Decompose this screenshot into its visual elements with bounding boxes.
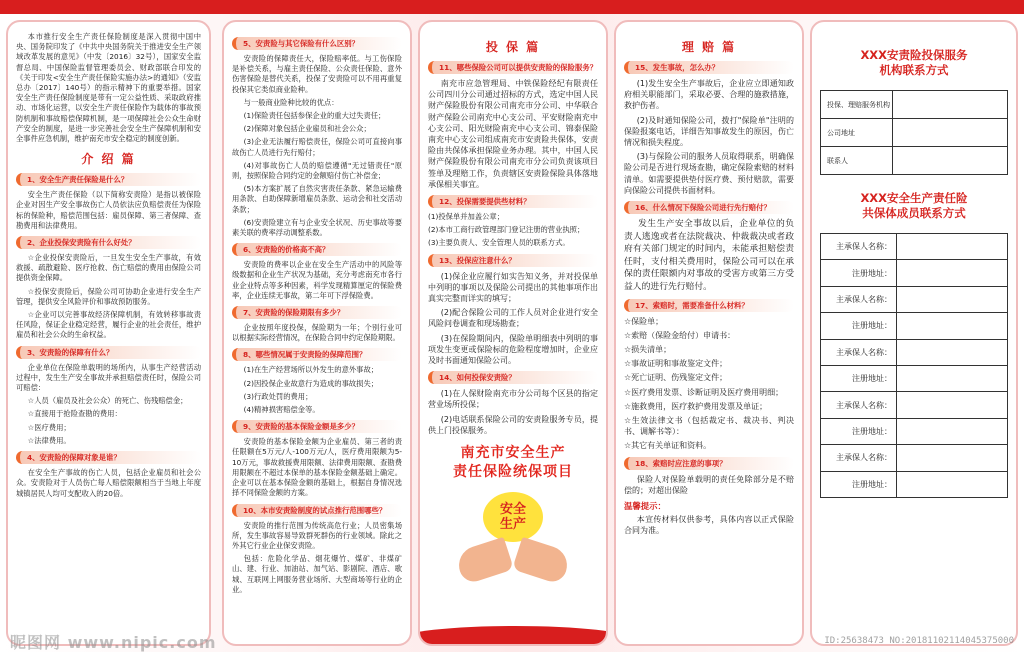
table-cell[interactable] xyxy=(893,147,1008,175)
answer-text: (1)在人保财险南充市分公司每个区县的指定营业场所投保； xyxy=(428,389,598,410)
table-row xyxy=(821,339,1008,365)
table-label: 注册地址： xyxy=(821,260,897,286)
answer-text: (1)投保单并加盖公章； xyxy=(428,212,505,222)
list-item: ☆其它有关单证和资料。 xyxy=(624,441,712,451)
answer-text: (3)主要负责人、安全管理人员的联系方式。 xyxy=(428,238,570,248)
table-row xyxy=(821,418,1008,444)
question-heading: 11、哪些保险公司可以提供安责险的保险服务？ xyxy=(428,61,598,74)
answer-text: (3)在保险期间内，保险单明细表中列明的事项发生变更或保险标的危险程度增加时，企业应及时书面通知保险公司。 xyxy=(428,333,598,366)
answer-text: ☆法律费用。 xyxy=(27,435,71,445)
question-heading: 5、安责险与其它保险有什么区别？ xyxy=(232,37,402,50)
claim-materials-list xyxy=(624,316,794,452)
answer-text: (1)发生安全生产事故后，企业应立即通知政府相关职能部门，采取必要、合理的施救措施，救护伤者。 xyxy=(624,79,794,111)
list-item: ☆生效法律文书（包括裁定书、裁决书、判决书、调解书等）： xyxy=(624,416,794,437)
table-label: 主承保人名称： xyxy=(821,286,897,312)
table-label: 联系人 xyxy=(821,147,893,175)
answer-text: 南充市应急管理局、中铁保险经纪有限责任公司四川分公司通过招标的方式，选定中国人民财产保险股份有限公司南充市分公司、中华联合财产保险公司南充中心支公司、平安财险南充中心支公司、阳光财险南充中心支公司、锦泰保险南充中心支公司组成南充市安责险共保体，安责险由共保体承担保险业务办理。其中，中国人民财产保险股份有限公司南充市分公司负责该项目签单及理赔工作，负责辖区安责险保险具体落地承保相关事宜。 xyxy=(428,79,598,189)
table-row xyxy=(821,260,1008,286)
table-cell[interactable] xyxy=(897,418,1008,444)
answer-text: (3)企业无法履行赔偿责任，保险公司可直接向事故伤亡人员进行先行赔付； xyxy=(232,137,402,157)
table-cell[interactable] xyxy=(893,91,1008,119)
coinsurer-contact-title: XXX安全生产责任险 共保体成员联系方式 xyxy=(860,191,968,220)
table-cell[interactable] xyxy=(897,365,1008,391)
table-cell[interactable] xyxy=(897,339,1008,365)
answer-text: (1)在生产经营场所以外发生的意外事故； xyxy=(243,365,379,375)
table-cell[interactable] xyxy=(897,286,1008,312)
answer-text: (1)保企业应履行如实告知义务，并对投保单中列明的事项以及保险公司提出的其他事项作出真实完整而详实的填写； xyxy=(428,271,598,304)
table-label: 注册地址： xyxy=(821,418,897,444)
table-label: 主承保人名称： xyxy=(821,234,897,260)
answer-text: (3)行政处罚的费用； xyxy=(243,391,313,401)
answer-text: 包括：危险化学品、烟花爆竹、煤矿、非煤矿山、建、行业、加油站、加气站、影剧院、酒店、歌城、互联网上网服务营业场所、大型商场等行业的企业。 xyxy=(232,554,402,594)
left-hand-icon xyxy=(454,537,514,585)
list-item: ☆死亡证明、伤残鉴定文件； xyxy=(624,373,728,383)
table-cell[interactable] xyxy=(897,234,1008,260)
table-row xyxy=(821,445,1008,471)
answer-text: ☆投保安责险后，保险公司可协助企业进行安全生产管理，提供安全风险评价和事故预防服务。 xyxy=(16,286,201,306)
answer-text: (3)与保险公司的服务人员取得联系，明确保险公司是否进行现场查勘，确定保险索赔的材料清单。如需要提供垫付医疗费、预付赔款，需要向保险公司提供书面材料。 xyxy=(624,152,794,195)
question-heading: 8、哪些情况属于安责险的保障范围？ xyxy=(232,348,402,361)
answer-text: (4)精神损害赔偿金等。 xyxy=(243,405,320,415)
question-heading: 3、安责险的保障有什么？ xyxy=(16,346,201,359)
answer-text: 企业单位在保险单载明的场所内，从事生产经营活动过程中，发生生产安全事故并承担赔偿责任时，保险公司可赔偿： xyxy=(16,362,201,393)
question-heading: 6、安责险的价格高不高？ xyxy=(232,243,402,256)
table-row xyxy=(821,365,1008,391)
section-title-insure: 投 保 篇 xyxy=(485,40,541,54)
table-label: 投保、理赔服务机构 xyxy=(821,91,893,119)
watermark-logo: 昵图网 www.nipic.com xyxy=(10,632,217,652)
question-heading: 4、安责险的保障对象是谁？ xyxy=(16,451,201,464)
question-heading: 14、如何投保安责险？ xyxy=(428,371,598,384)
table-label: 注册地址： xyxy=(821,313,897,339)
panel-claims xyxy=(614,20,804,646)
answer-text: 安全生产责任保险（以下简称安责险）是指以被保险企业对因生产安全事故伤亡人员依法应负赔偿责任为保险标的保险种，赔偿范围包括：雇员保障、第三者保障、查勘费用和法律费用。 xyxy=(16,190,201,230)
project-slogan: 南充市安全生产 责任保险统保项目 xyxy=(453,445,573,481)
answer-text: (6)安责险建立有与企业安全状况、历史事故等要素关联的费率浮动调整系数。 xyxy=(232,217,402,238)
answer-text: 企业按照年度投保，保险期为一年；个别行业可以根据实际经营情况，在保险合同中约定保险期限。 xyxy=(232,323,402,343)
answer-text: (2)配合保险公司的工作人员对企业进行安全风险问卷调查和现场勘查； xyxy=(428,308,598,329)
question-heading: 17、索赔时，需要准备什么材料？ xyxy=(624,299,794,312)
list-item: ☆事故证明和事故鉴定文件； xyxy=(624,359,728,369)
table-row xyxy=(821,313,1008,339)
top-red-strip xyxy=(0,0,1024,14)
question-heading: 15、发生事故，怎么办？ xyxy=(624,61,794,74)
table-row xyxy=(821,147,1008,175)
table-row xyxy=(821,286,1008,312)
list-item: ☆损失清单； xyxy=(624,345,672,354)
question-heading: 13、投保应注意什么？ xyxy=(428,254,598,267)
answer-text: 安责险的推行范围为传统高危行业；人员密集场所，发生事故容易导致群死群伤的行业领域。除此之外其它行业企业保安责险。 xyxy=(232,520,402,550)
table-cell[interactable] xyxy=(897,260,1008,286)
table-cell[interactable] xyxy=(897,313,1008,339)
answer-text: 在安全生产事故的伤亡人员，包括企业雇员和社会公众。安责险对于人员伤亡每人赔偿限额相当于当地上年度城镇居民人均可支配收入的20倍。 xyxy=(16,468,201,498)
service-contact-title: XXX安责险投保服务 机构联系方式 xyxy=(860,48,968,77)
section-title-intro: 介 绍 篇 xyxy=(81,152,136,167)
panel-insure xyxy=(418,20,608,646)
question-heading: 10、本市安责险制度的试点推行范围哪些？ xyxy=(232,504,402,517)
table-row xyxy=(821,119,1008,147)
safety-hands-illustration xyxy=(458,490,568,582)
answer-text: ☆企业投保安责险后，一旦发生安全生产事故，有效救援、疏散避险、医疗抢救、伤亡赔偿的费用由保险公司提供资金保障。 xyxy=(16,253,201,283)
answer-text: (2)电话联系保险公司的安责险服务专员，提供上门投保服务。 xyxy=(428,414,598,435)
table-cell[interactable] xyxy=(897,445,1008,471)
answer-text: 安责险的保障责任大，保险赔率低。与工伤保险是补偿关系，与雇主责任保险、公众责任保险、意外伤害保险是替代关系，投保了安责险可以不用再重复投保其它类似商业险种。 xyxy=(232,54,402,94)
table-label: 注册地址： xyxy=(821,471,897,497)
table-row xyxy=(821,91,1008,119)
question-heading: 18、索赔时应注意的事项？ xyxy=(624,457,794,470)
answer-text: (2)因投保企业故意行为造成的事故损失； xyxy=(243,378,379,388)
list-item: ☆保险单； xyxy=(624,316,664,326)
tip-label: 温馨提示： xyxy=(624,501,666,512)
service-contact-table xyxy=(820,90,1008,175)
tip-text: 本宣传材料仅供参考，具体内容以正式保险合同为准。 xyxy=(624,515,794,536)
table-cell[interactable] xyxy=(897,392,1008,418)
question-heading: 1、安全生产责任保险是什么？ xyxy=(16,173,201,186)
answer-text: (1)保险责任包括参保企业的重大过失责任； xyxy=(243,111,386,121)
panel-intro xyxy=(6,20,211,646)
answer-text: ☆企业可以完善事故经济保障机制，有效转移事故责任风险，保证企业稳定经营，履行企业的社会责任，维护雇员和社会公众的生命权益。 xyxy=(16,310,201,340)
question-heading: 9、安责险的基本保险金额是多少？ xyxy=(232,420,402,433)
answer-text: (4)对事故伤亡人员的赔偿遵循"无过错责任"原则，按照保险合同约定的金额赔付伤亡补偿金； xyxy=(232,160,402,181)
answer-text: 发生生产安全事故以后，企业单位的负责人逃逸或者在法院裁决、仲裁裁决或者政府有关部门规定的时间内，未能承担赔偿责任时，支付相关费用时，保险公司可以在承保的责任限额内对事故的受害方或第三方受益人的进行先行赔付。 xyxy=(624,219,794,292)
table-label: 主承保人名称： xyxy=(821,339,897,365)
list-item: ☆施救费用，医疗救护费用发票及单证； xyxy=(624,401,768,411)
table-row xyxy=(821,392,1008,418)
watermark xyxy=(0,630,1024,652)
answer-text: (2)保障对象包括企业雇员和社会公众； xyxy=(243,124,371,134)
safety-badge: 安全 生产 xyxy=(483,492,543,542)
answer-text: 安责险的基本保险金额为企业雇员、第三者的责任限额在5万元/人-100万元/人，医疗费用限额为5-10万元，事故救援费用限额、法律费用限额、查勘费用限额在不超过本保单的基本保险金额基础上确定。企业可以在基本保险金额的基础上，根据自身情况选择不同保险金额的方案。 xyxy=(232,437,402,498)
panel-contacts xyxy=(810,20,1018,646)
intro-paragraph: 本市推行安全生产责任保险制度是深入贯彻中国中央、国务院印发了《中共中央国务院关于推进安全生产领域改革发展的意见》（中发〔2016〕32号），国家安全监督总局、中国保险监督管理委员会、财政部联合印发的《关于印发<安全生产责任保险实施办法>的通知》（安监总办〔2017〕140号）的指示精神下的重要举措。国家安全生产责任保险制度是带有一定公益性质、采取政府推动、市场化运营，以安全生产责任保险作为载体的事故预防机制和事故赔偿保障机制，是一项保障社会公众生命财产安全的制度，是进一步完善社会安全生产保障机制和安全事件应急机制，维护南充市安全稳定的制度创新。 xyxy=(16,32,201,144)
panel-difference xyxy=(222,20,412,646)
coinsurer-contact-table xyxy=(820,233,1008,498)
list-item: ☆索赔（保险金给付）申请书： xyxy=(624,330,736,340)
table-cell[interactable] xyxy=(893,119,1008,147)
answer-text: (2)本市工商行政管理部门登记注册的营业执照； xyxy=(428,225,585,235)
question-heading: 2、企业投保安责险有什么好处？ xyxy=(16,236,201,249)
table-label: 注册地址： xyxy=(821,365,897,391)
question-heading: 16、什么情况下保险公司进行先行赔付？ xyxy=(624,201,794,214)
table-row xyxy=(821,471,1008,497)
table-cell[interactable] xyxy=(897,471,1008,497)
question-heading: 12、投保需要提供些材料？ xyxy=(428,195,598,208)
right-hand-icon xyxy=(512,537,572,585)
table-label: 公司地址 xyxy=(821,119,893,147)
table-row xyxy=(821,234,1008,260)
answer-text: ☆直接用于抢险查勘的费用： xyxy=(27,409,122,419)
section-title-claims: 理 赔 篇 xyxy=(681,40,737,54)
question-heading: 7、安责险的保险期限有多少？ xyxy=(232,306,402,319)
answer-text: ☆医疗费用； xyxy=(27,422,71,432)
answer-text: ☆人员（雇员及社会公众）的死亡、伤残赔偿金； xyxy=(27,396,188,406)
answer-text: 保险人对保险单载明的责任免除部分是不赔偿的；对超出保险 xyxy=(624,474,794,495)
table-label: 主承保人名称： xyxy=(821,392,897,418)
answer-text: 与一般商业险种比较的优点： xyxy=(243,97,339,107)
watermark-id: ID:25638473 NO:20181102114045375000 xyxy=(824,636,1014,646)
table-label: 主承保人名称： xyxy=(821,445,897,471)
answer-text: (5)本方案扩展了自然灾害责任条款、紧急运输费用条款、自助保障新增雇员条款、运动会和社交活动条款； xyxy=(232,184,402,214)
list-item: ☆医疗费用发票、诊断证明及医疗费用明细； xyxy=(624,387,784,397)
answer-text: 安责险的费率以企业在安全生产活动中的风险等级数据和企业生产状况为基础，充分考虑南充市各行业企业特点等多种因素，科学发现精算厘定的保险费率，企业连续无事故，第二年可下浮保险费。 xyxy=(232,260,402,300)
answer-text: (2)及时通知保险公司，拨打"保险单"注明的保险报案电话，详细告知事故发生的原因，伤亡情况和损失程度。 xyxy=(624,115,794,148)
